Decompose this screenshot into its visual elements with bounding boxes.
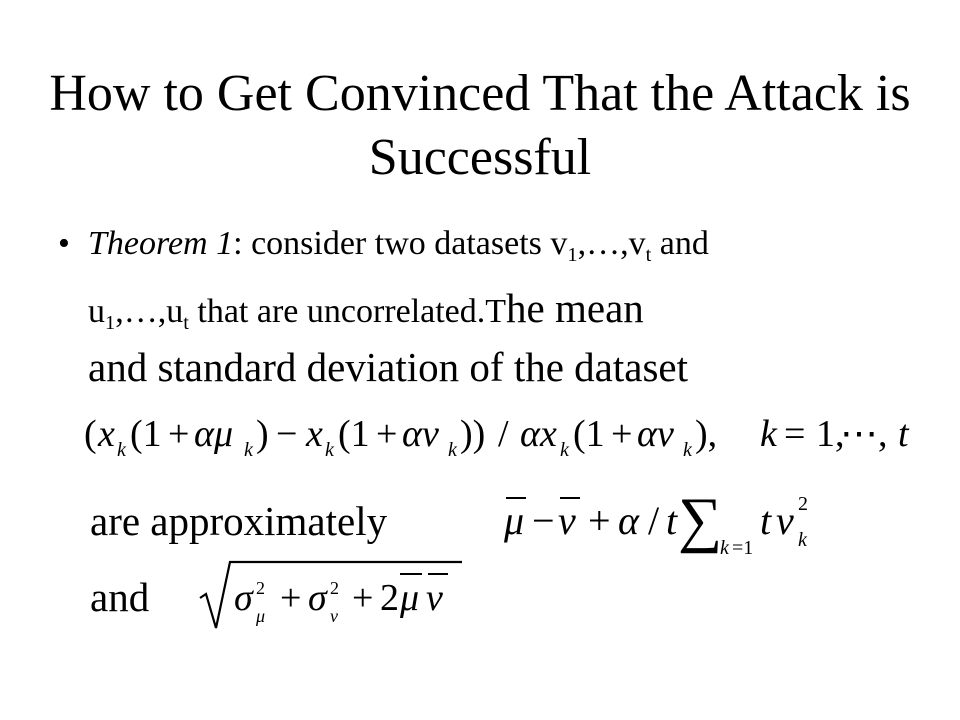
svg-text:2: 2: [798, 493, 808, 515]
theorem-line-1: [88, 222, 709, 266]
svg-text:αx: αx: [520, 413, 557, 455]
svg-text:ν: ν: [558, 498, 576, 543]
svg-text:k: k: [117, 439, 126, 461]
svg-text:(1: (1: [338, 413, 370, 455]
svg-text:+: +: [280, 577, 302, 619]
svg-text:μ: μ: [400, 577, 420, 619]
theorem-line-2: [88, 286, 644, 334]
svg-text:ν: ν: [330, 606, 338, 626]
svg-text:t: t: [666, 498, 678, 543]
u-start: u: [88, 293, 105, 330]
svg-text:⋯,: ⋯,: [840, 413, 888, 455]
svg-text:k: k: [798, 529, 807, 551]
svg-text:x: x: [306, 413, 323, 455]
uncorrelated-text: that are uncorrelated.T: [188, 293, 507, 330]
approximately-label: are approximately: [90, 498, 388, 544]
svg-text:(: (: [84, 413, 97, 455]
svg-text:k: k: [448, 439, 457, 461]
svg-text:μ: μ: [504, 498, 525, 543]
dataset-formula: [84, 404, 924, 468]
and-word: and: [651, 225, 709, 262]
theorem-line-3: and standard deviation of the dataset: [88, 344, 688, 390]
svg-text:),: ),: [695, 413, 718, 455]
svg-text:1,: 1,: [816, 413, 845, 455]
svg-text:−: −: [276, 413, 298, 455]
svg-text:): ): [256, 413, 269, 455]
svg-text:2: 2: [380, 577, 399, 619]
svg-text:α: α: [618, 498, 639, 543]
bullet-dot: •: [58, 225, 70, 262]
svg-text:k: k: [720, 537, 729, 559]
v-ellipsis: ,…,v: [577, 225, 646, 262]
svg-text:)): )): [460, 413, 486, 455]
svg-text:(1: (1: [573, 413, 605, 455]
svg-text:2: 2: [330, 578, 339, 598]
svg-text:(1: (1: [130, 413, 162, 455]
svg-text:σ: σ: [308, 577, 327, 619]
svg-text:−: −: [532, 498, 555, 543]
svg-text:∑: ∑: [678, 486, 723, 554]
svg-text:+: +: [352, 577, 374, 619]
mean-text: he mean: [506, 285, 644, 331]
svg-text:k: k: [560, 439, 569, 461]
svg-text:+: +: [611, 413, 633, 455]
slide-title: How to Get Convinced That the Attack is Successful: [49, 65, 911, 186]
svg-text:k: k: [760, 413, 777, 455]
mean-formula: [494, 480, 834, 564]
svg-text:σ: σ: [234, 577, 253, 619]
svg-text:t: t: [760, 498, 772, 543]
svg-text:t: t: [898, 413, 909, 455]
svg-text:αμ: αμ: [194, 413, 234, 455]
v-first-subscript: 1: [567, 244, 578, 267]
svg-text:ν: ν: [776, 498, 794, 543]
and-label: and: [90, 574, 150, 620]
svg-text:2: 2: [256, 578, 265, 598]
svg-text:αν: αν: [637, 413, 674, 455]
svg-text:/: /: [498, 413, 509, 455]
svg-text:+: +: [168, 413, 190, 455]
svg-text:=: =: [784, 413, 806, 455]
u-last-subscript: t: [183, 312, 189, 335]
u-first-subscript: 1: [105, 312, 116, 335]
svg-text:/: /: [648, 498, 660, 543]
svg-text:+: +: [588, 498, 611, 543]
v-last-subscript: t: [645, 244, 652, 267]
svg-text:=1: =1: [732, 537, 754, 559]
svg-text:k: k: [683, 439, 692, 461]
u-ellipsis: ,…,u: [115, 293, 184, 330]
svg-text:+: +: [376, 413, 398, 455]
std-formula: [196, 554, 466, 634]
svg-text:μ: μ: [256, 606, 266, 626]
theorem-label: Theorem 1: [88, 225, 234, 262]
svg-text:ν: ν: [426, 577, 443, 619]
svg-text:k: k: [325, 439, 334, 461]
svg-text:αν: αν: [402, 413, 439, 455]
svg-text:x: x: [98, 413, 115, 455]
theorem-text: : consider two datasets v: [233, 225, 568, 262]
svg-text:k: k: [244, 439, 253, 461]
